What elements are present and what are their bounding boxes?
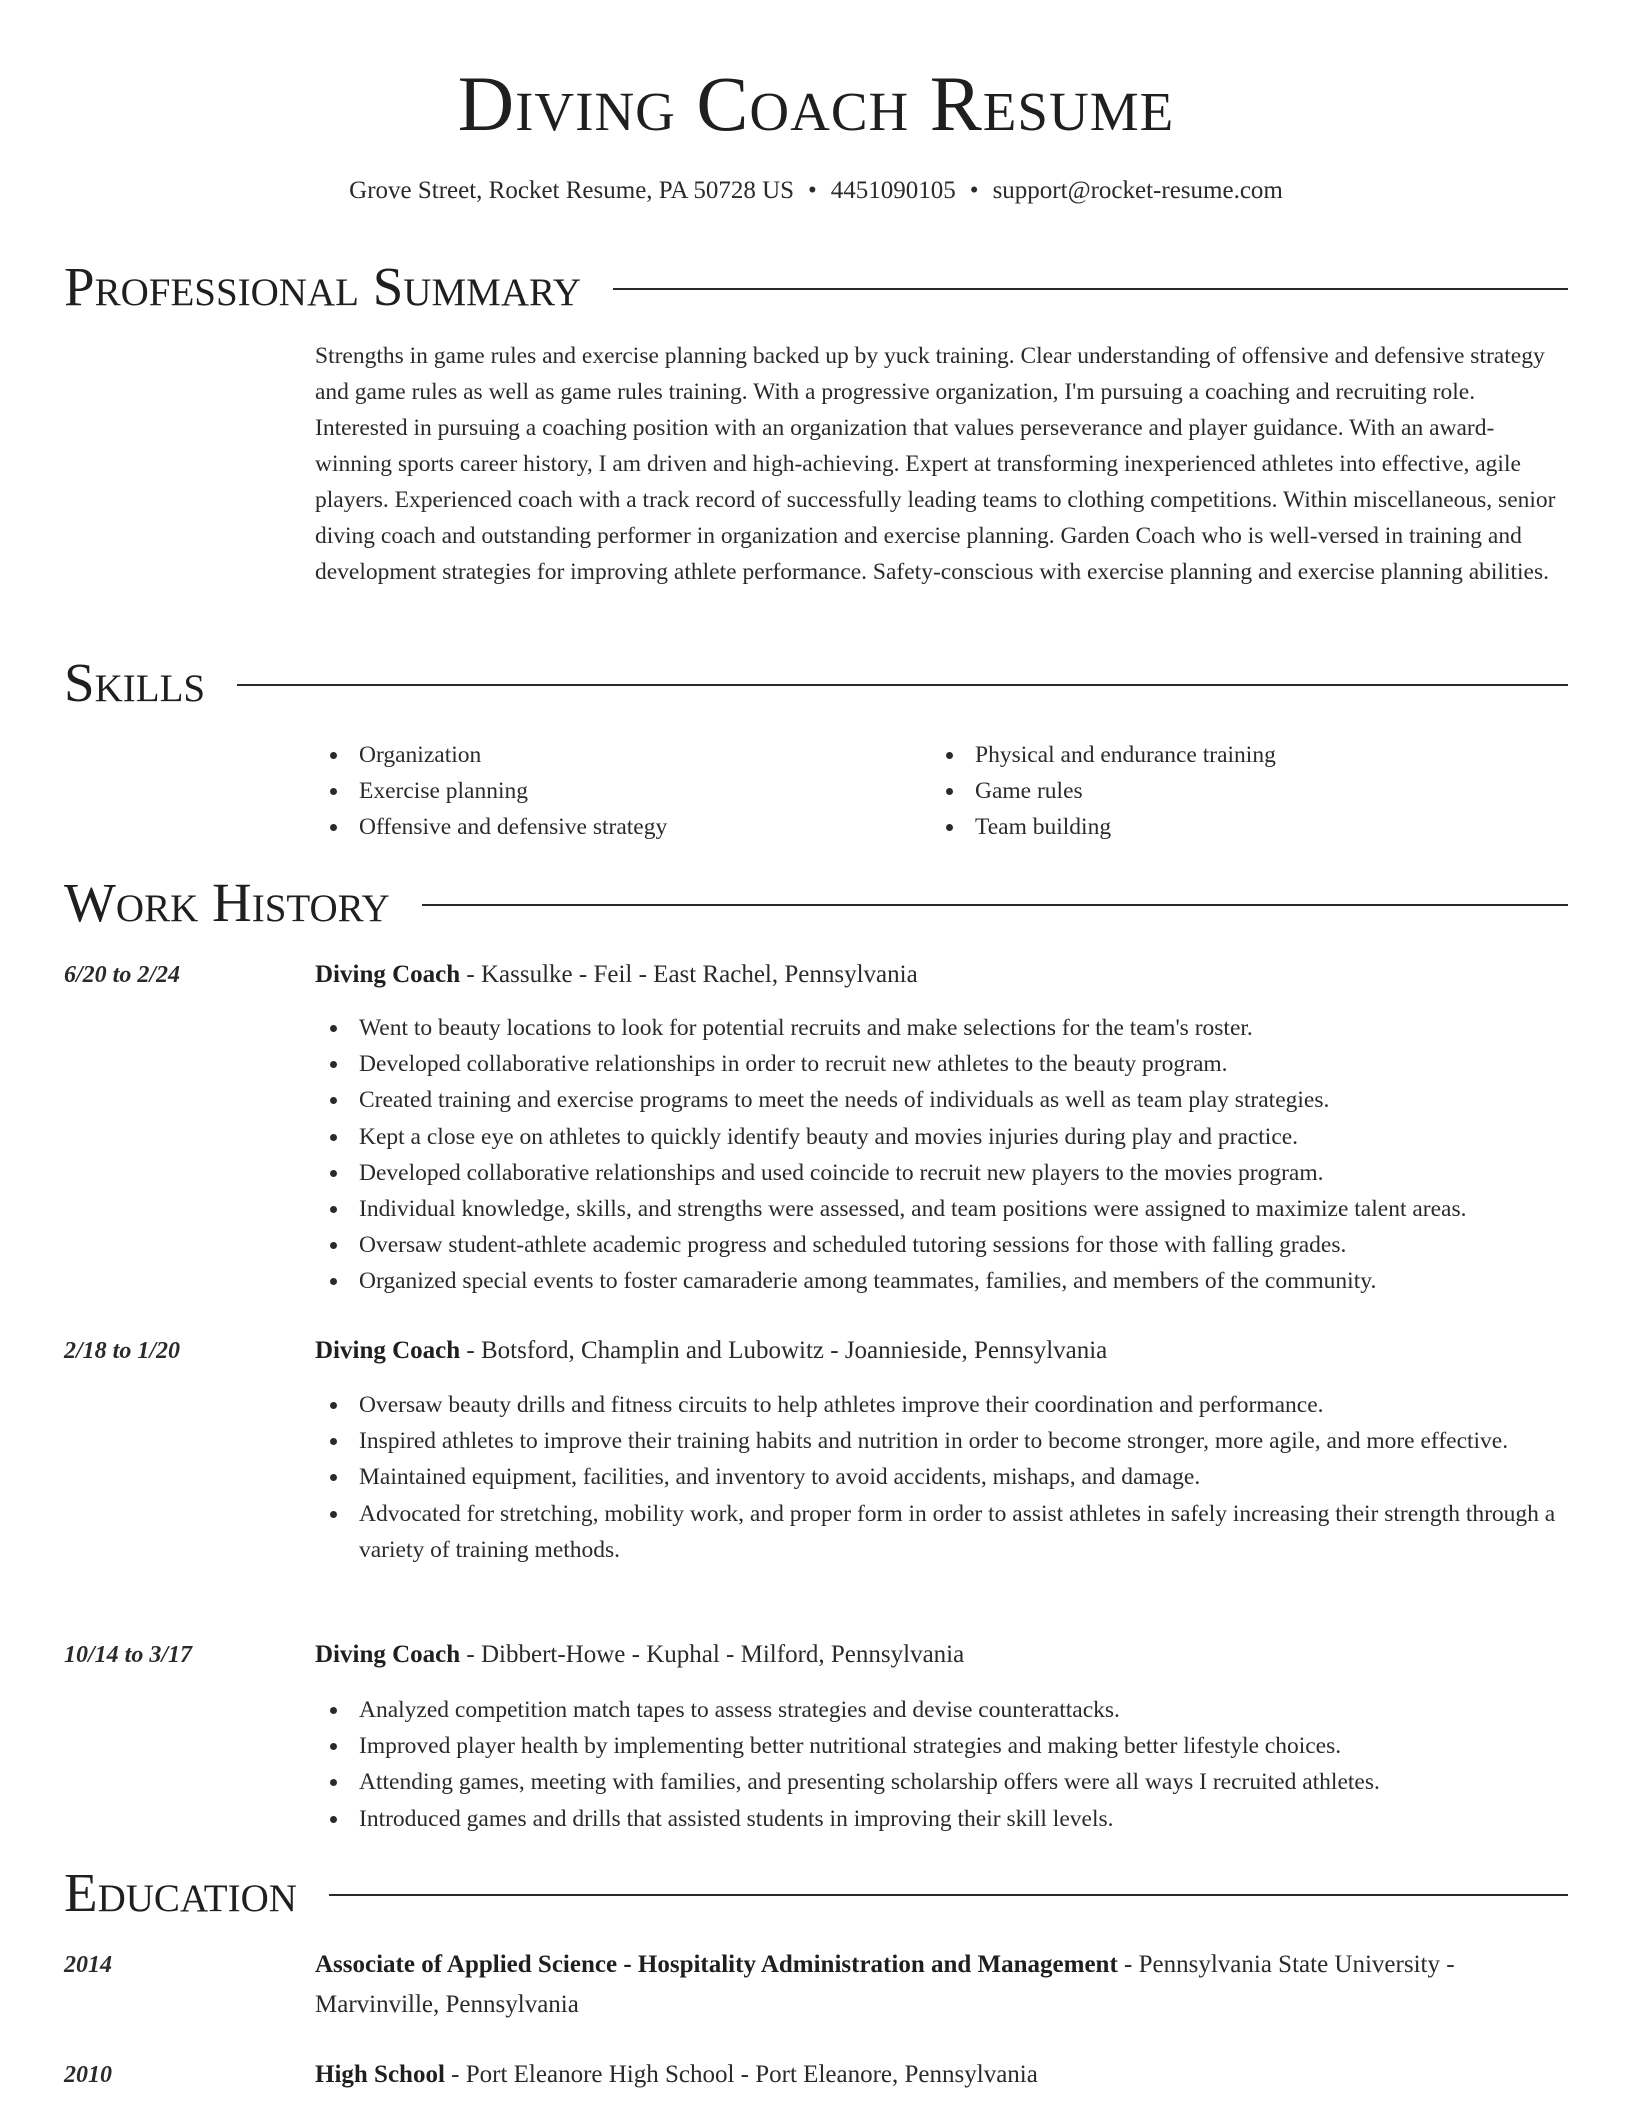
skill-item: Physical and endurance training xyxy=(931,737,1571,773)
resume-title: Diving Coach Resume xyxy=(457,60,1175,147)
job-bullet: Oversaw student-athlete academic progress and scheduled tutoring sessions for those with falling grades. xyxy=(315,1227,1570,1263)
skills-column-right xyxy=(931,737,1571,846)
job-bullet: Kept a close eye on athletes to quickly identify beauty and movies injuries during play and practice. xyxy=(315,1119,1570,1155)
job-bullets xyxy=(315,1692,1570,1837)
education-degree: High School xyxy=(315,2061,445,2088)
job-header xyxy=(315,1637,1570,1673)
job-bullet: Attending games, meeting with families, and presenting scholarship offers were all ways I recruited athletes. xyxy=(315,1764,1570,1800)
job-bullet: Analyzed competition match tapes to assess strategies and devise counterattacks. xyxy=(315,1692,1570,1728)
job-bullet: Inspired athletes to improve their training habits and nutrition in order to become stronger, more agile, and more effective. xyxy=(315,1423,1570,1459)
contact-separator: • xyxy=(808,177,817,204)
summary-text: Strengths in game rules and exercise planning backed up by yuck training. Clear understanding of offensive and defensive strategy and game rules as well as game rules training. With a progressive organization, I'm pursuing a coaching and recruiting role. Interested in pursuing a coaching position with an organization that values perseverance and player guidance. With an award-winning sports career history, I am driven and high-achieving. Expert at transforming inexperienced athletes into effective, agile players. Experienced coach with a track record of successfully leading teams to clothing competitions. Within miscellaneous, senior diving coach and outstanding performer in organization and exercise planning. Garden Coach who is well-versed in training and development strategies for improving athlete performance. Safety-conscious with exercise planning and exercise planning abilities. xyxy=(315,343,1556,585)
education-year: 2014 xyxy=(64,1952,112,1978)
job-details: - Kassulke - Feil - East Rachel, Pennsylvania xyxy=(460,961,918,988)
work-heading: Work History xyxy=(64,872,390,933)
skill-item: Organization xyxy=(315,737,915,773)
section-divider xyxy=(237,684,1568,686)
skill-item: Offensive and defensive strategy xyxy=(315,809,915,845)
job-bullet: Maintained equipment, facilities, and inventory to avoid accidents, mishaps, and damage. xyxy=(315,1459,1570,1495)
summary-heading: Professional Summary xyxy=(64,256,582,317)
education-section-header xyxy=(64,1861,1568,1925)
section-divider xyxy=(329,1894,1568,1896)
skill-item: Exercise planning xyxy=(315,773,915,809)
education-entry xyxy=(315,2055,1570,2095)
contact-address: Grove Street, Rocket Resume, PA 50728 US xyxy=(349,177,795,204)
job-bullet: Oversaw beauty drills and fitness circuits to help athletes improve their coordination and performance. xyxy=(315,1387,1570,1423)
work-section-header xyxy=(64,871,1568,935)
skills-heading: Skills xyxy=(64,652,206,713)
job-title: Diving Coach xyxy=(315,1641,461,1668)
skill-item: Game rules xyxy=(931,773,1571,809)
education-degree: Associate of Applied Science - Hospitality Administration and Management xyxy=(315,1951,1118,1978)
section-divider xyxy=(613,288,1568,290)
job-bullet: Organized special events to foster camaraderie among teammates, families, and members of the community. xyxy=(315,1263,1570,1299)
job-dates: 6/20 to 2/24 xyxy=(64,962,181,988)
job-details: - Botsford, Champlin and Lubowitz - Joannieside, Pennsylvania xyxy=(460,1337,1108,1364)
job-header xyxy=(315,957,1570,993)
job-bullets xyxy=(315,1387,1570,1568)
section-divider xyxy=(422,904,1568,906)
job-details: - Dibbert-Howe - Kuphal - Milford, Pennsylvania xyxy=(460,1641,965,1668)
education-entry xyxy=(315,1945,1570,2025)
education-heading: Education xyxy=(64,1862,297,1923)
job-dates: 2/18 to 1/20 xyxy=(64,1338,181,1364)
job-bullet: Developed collaborative relationships and used coincide to recruit new players to the movies program. xyxy=(315,1155,1570,1191)
job-bullet: Created training and exercise programs to meet the needs of individuals as well as team play strategies. xyxy=(315,1082,1570,1118)
job-bullet: Developed collaborative relationships in order to recruit new athletes to the beauty program. xyxy=(315,1046,1570,1082)
education-details: - Pennsylvania State University - Marvinville, Pennsylvania xyxy=(315,1951,1455,2018)
contact-email: support@rocket-resume.com xyxy=(992,177,1283,204)
education-details: - Port Eleanore High School - Port Eleanore, Pennsylvania xyxy=(444,2061,1038,2088)
contact-line xyxy=(0,174,1632,208)
education-year: 2010 xyxy=(64,2062,112,2088)
skills-column-left xyxy=(315,737,915,846)
job-bullet: Introduced games and drills that assisted students in improving their skill levels. xyxy=(315,1801,1570,1837)
contact-phone: 4451090105 xyxy=(830,177,956,204)
summary-section-header xyxy=(64,255,1568,319)
job-title: Diving Coach xyxy=(315,961,461,988)
contact-separator: • xyxy=(969,177,979,204)
job-title: Diving Coach xyxy=(315,1337,461,1364)
job-bullets xyxy=(315,1010,1570,1300)
job-header xyxy=(315,1333,1570,1369)
job-dates: 10/14 to 3/17 xyxy=(64,1642,193,1668)
job-bullet: Individual knowledge, skills, and strengths were assessed, and team positions were assigned to maximize talent areas. xyxy=(315,1191,1570,1227)
job-bullet: Advocated for stretching, mobility work, and proper form in order to assist athletes in safely increasing their strength through a variety of training methods. xyxy=(315,1496,1570,1568)
skill-item: Team building xyxy=(931,809,1571,845)
job-bullet: Went to beauty locations to look for potential recruits and make selections for the team's roster. xyxy=(315,1010,1570,1046)
job-bullet: Improved player health by implementing better nutritional strategies and making better lifestyle choices. xyxy=(315,1728,1570,1764)
skills-section-header xyxy=(64,651,1568,715)
